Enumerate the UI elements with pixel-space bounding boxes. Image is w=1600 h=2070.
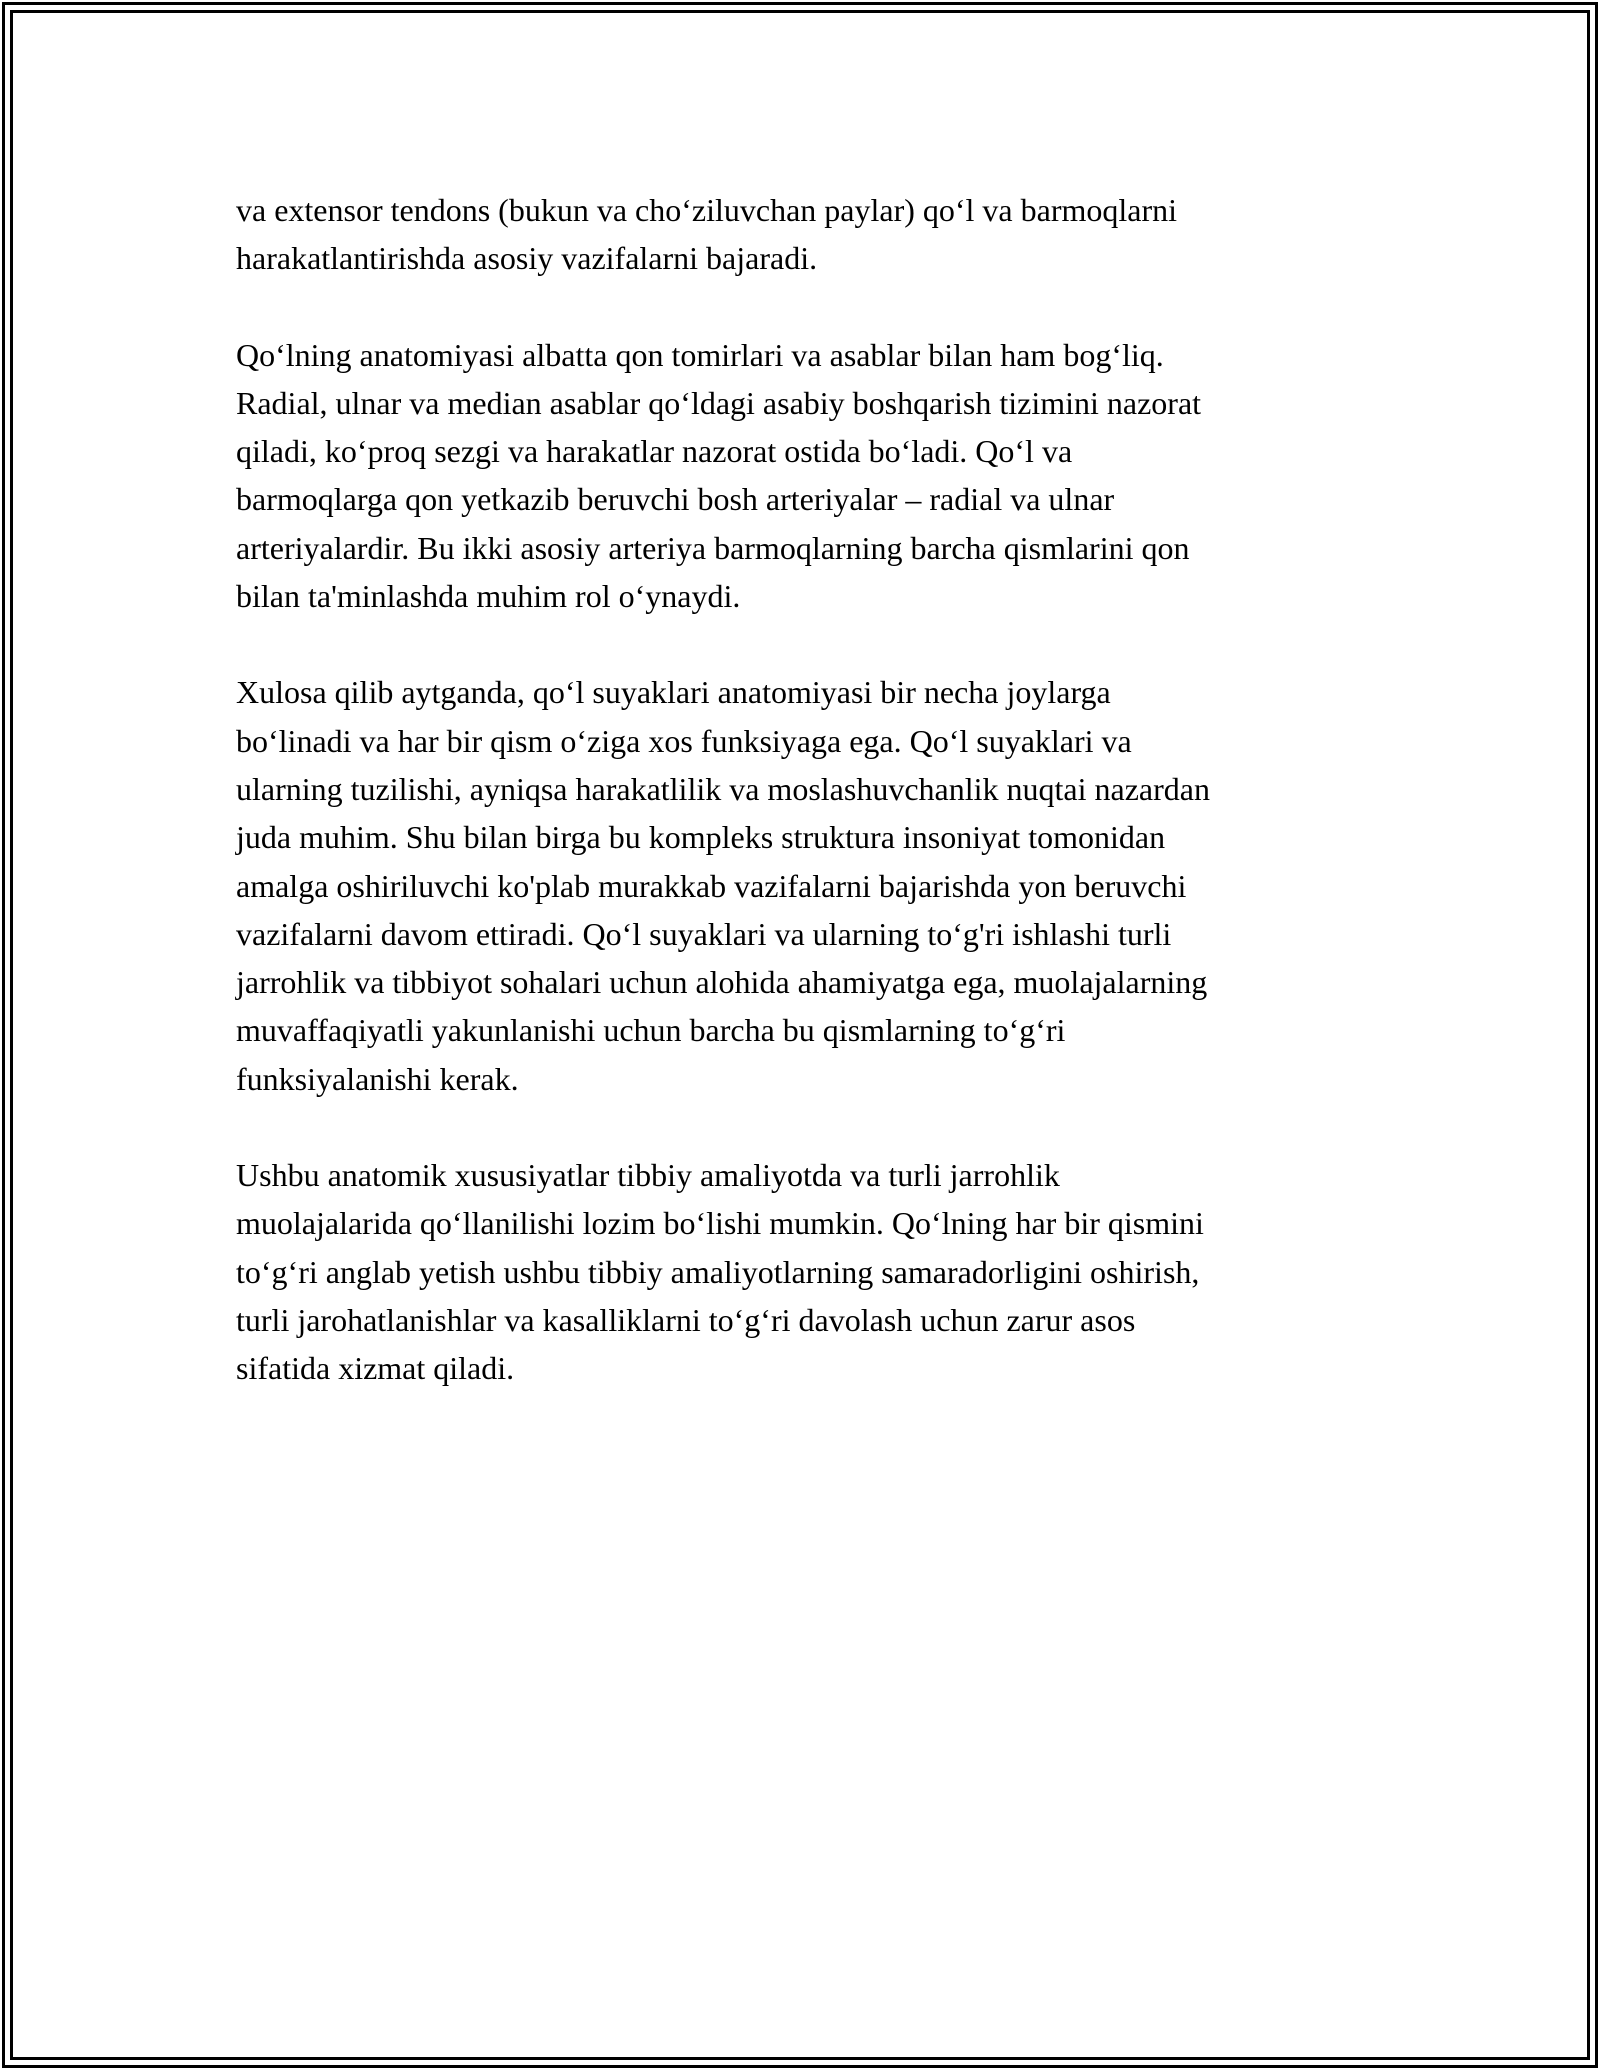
paragraph-conclusion: Xulosa qilib aytganda, qo‘l suyaklari anatomiyasi bir necha joylarga bo‘linadi va har bir qism o‘ziga xos funksiyaga ega. Qo‘l suyaklari va ularning tuzilishi, ayniqsa harakatlilik va moslashuvchanlik nuqtai nazardan juda muhim. Shu bilan birga bu kompleks struktura insoniyat tomonidan amalga oshiriluvchi ko'plab murakkab vazifalarni bajarishda yon beruvchi vazifalarni davom ettiradi. Qo‘l suyaklari va ularning to‘g'ri ishlashi turli jarrohlik va tibbiyot sohalari uchun alohida ahamiyatga ega, muolajalarning muvaffaqiyatli yakunlanishi uchun barcha bu qismlarning to‘g‘ri funksiyalanishi kerak. (236, 674, 1210, 1097)
document-body (236, 186, 1366, 1441)
paragraph-tendons: va extensor tendons (bukun va cho‘ziluvchan paylar) qo‘l va barmoqlarni harakatlantirishda asosiy vazifalarni bajaradi. (236, 192, 1178, 277)
paragraph-vessels-nerves: Qo‘lning anatomiyasi albatta qon tomirlari va asablar bilan ham bog‘liq. Radial, ulnar va median asablar qo‘ldagi asabiy boshqarish tizimini nazorat qiladi, ko‘proq sezgi va harakatlar nazorat ostida bo‘ladi. Qo‘l va barmoqlarga qon yetkazib beruvchi bosh arteriyalar – radial va ulnar arteriyalardir. Bu ikki asosiy arteriya barmoqlarning barcha qismlarini qon bilan ta'minlashda muhim rol o‘ynaydi. (236, 336, 1202, 615)
paragraph-clinical-application: Ushbu anatomik xususiyatlar tibbiy amaliyotda va turli jarrohlik muolajalarida qo‘llanilishi lozim bo‘lishi mumkin. Qo‘lning har bir qismini to‘g‘ri anglab yetish ushbu tibbiy amaliyotlarning samaradorligini oshirish, turli jarohatlanishlar va kasalliklarni to‘g‘ri davolash uchun zarur asos sifatida xizmat qiladi. (236, 1157, 1204, 1387)
